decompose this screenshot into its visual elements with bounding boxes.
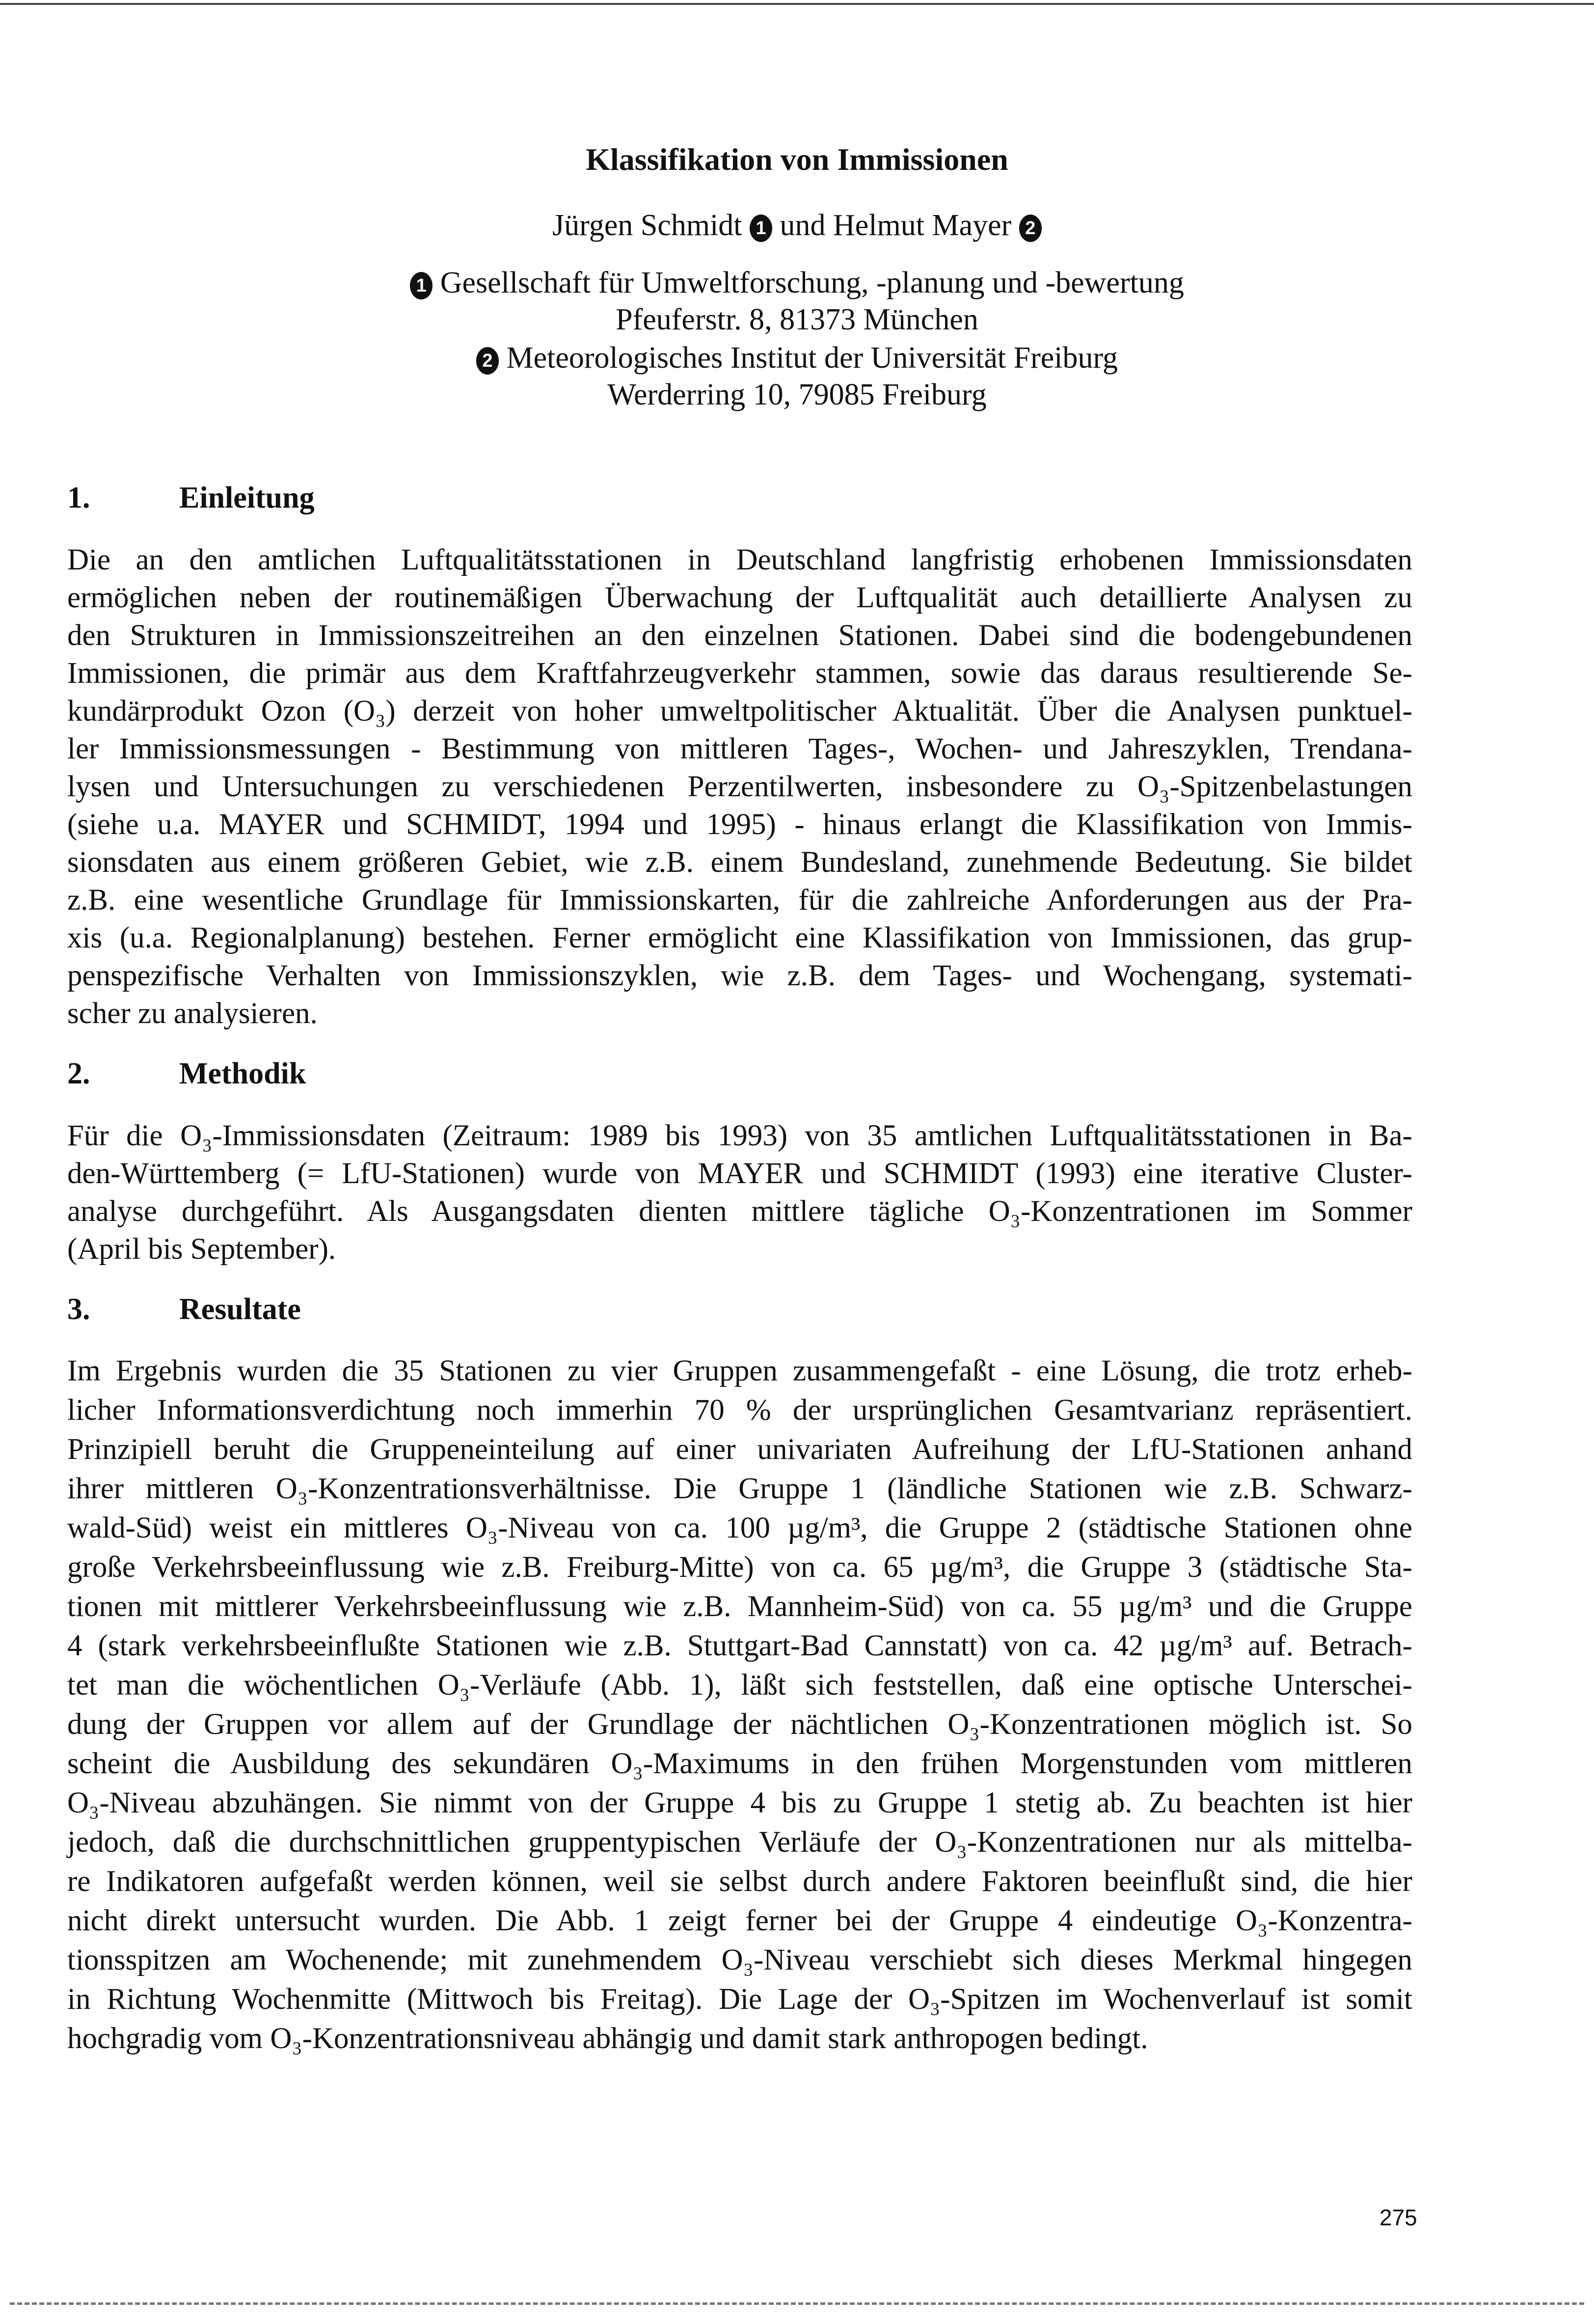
text-line: O₃-Niveau abzuhängen. Sie nimmt von der Gruppe 4 bis zu Gruppe 1 stetig ab. Zu beachten ist hier [67, 1786, 1412, 1819]
text-line: scheint die Ausbildung des sekundären O₃-Maximums in den frühen Morgenstunden vom mittleren [67, 1747, 1412, 1780]
text-line: hochgradig vom O₃-Konzentrationsniveau abhängig und damit stark anthropogen bedingt. [67, 2022, 1148, 2055]
text-line: jedoch, daß die durchschnittlichen gruppentypischen Verläufe der O₃-Konzentrationen nur als mittelba- [67, 1826, 1412, 1859]
affiliation-2-name: Meteorologisches Institut der Universität Freiburg [506, 341, 1118, 375]
marker-1-icon: 1 [410, 272, 432, 299]
authors-line [0, 207, 1594, 244]
text-line: tionsspitzen am Wochenende; mit zunehmendem O₃-Niveau verschiebt sich dieses Merkmal hingegen [67, 1944, 1412, 1976]
affiliation-2-address: Werderring 10, 79085 Freiburg [607, 378, 987, 411]
text-line: kundärprodukt Ozon (O₃) derzeit von hoher umweltpolitischer Aktualität. Über die Analysen punktuel- [67, 695, 1412, 728]
section-title: Einleitung [179, 481, 315, 514]
marker-2-icon: 2 [1019, 215, 1042, 242]
text-line: große Verkehrsbeeinflussung wie z.B. Freiburg-Mitte) von ca. 65 µg/m³, die Gruppe 3 (städtische Sta- [67, 1551, 1412, 1584]
text-line: Immissionen, die primär aus dem Kraftfahrzeugverkehr stammen, sowie das daraus resultierende Se- [67, 657, 1412, 690]
text-line: ihrer mittleren O₃-Konzentrationsverhältnisse. Die Gruppe 1 (ländliche Stationen wie z.B. Schwarz- [67, 1472, 1412, 1505]
affiliation-2 [0, 339, 1594, 377]
text-line: Prinzipiell beruht die Gruppeneinteilung auf einer univariaten Aufreihung der LfU-Stationen anhand [67, 1433, 1412, 1466]
section-heading-2 [67, 1055, 306, 1093]
text-line: tet man die wöchentlichen O₃-Verläufe (Abb. 1), läßt sich feststellen, daß eine optische Unterschei- [67, 1669, 1412, 1702]
author-1: Jürgen Schmidt [552, 209, 742, 242]
text-line: den Strukturen in Immissionszeitreihen an den einzelnen Stationen. Dabei sind die bodengebundenen [67, 619, 1412, 652]
marker-1-icon: 1 [750, 215, 772, 242]
section-number: 3. [67, 1293, 90, 1326]
authors-and: und [780, 209, 826, 242]
text-line: (April bis September). [67, 1233, 336, 1266]
text-line: z.B. eine wesentliche Grundlage für Immissionskarten, für die zahlreiche Anforderungen aus der Pra- [67, 884, 1412, 917]
section-heading-1 [67, 479, 315, 517]
text-line: lysen und Untersuchungen zu verschiedenen Perzentilwerten, insbesondere zu O₃-Spitzenbelastungen [67, 770, 1412, 803]
text-line: scher zu analysieren. [67, 997, 318, 1030]
section-title: Resultate [179, 1293, 301, 1326]
text-line: xis (u.a. Regionalplanung) bestehen. Ferner ermöglicht eine Klassifikation von Immissionen, das grup- [67, 921, 1412, 954]
paragraph-einleitung [67, 541, 1412, 1032]
text-line: Für die O₃-Immissionsdaten (Zeitraum: 1989 bis 1993) von 35 amtlichen Luftqualitätsstationen in Ba- [67, 1119, 1412, 1152]
text-line: 4 (stark verkehrsbeeinflußte Stationen wie z.B. Stuttgart-Bad Cannstatt) von ca. 42 µg/m³ auf. Betrach- [67, 1629, 1412, 1662]
text-line: ler Immissionsmessungen - Bestimmung von mittleren Tages-, Wochen- und Jahreszyklen, Trendana- [67, 732, 1412, 765]
section-number: 2. [67, 1057, 90, 1090]
text-line: sionsdaten aus einem größeren Gebiet, wie z.B. einem Bundesland, zunehmende Bedeutung. Sie bildet [67, 846, 1412, 879]
author-2: Helmut Mayer [833, 209, 1012, 242]
paragraph-methodik [67, 1117, 1412, 1268]
text-line: licher Informationsverdichtung noch immerhin 70 % der ursprünglichen Gesamtvarianz repräsentiert. [67, 1394, 1412, 1427]
section-title: Methodik [179, 1057, 306, 1090]
text-line: wald-Süd) weist ein mittleres O₃-Niveau von ca. 100 µg/m³, die Gruppe 2 (städtische Stationen ohne [67, 1512, 1412, 1544]
top-rule [0, 3, 1594, 5]
section-number: 1. [67, 481, 90, 514]
text-line: dung der Gruppen vor allem auf der Grundlage der nächtlichen O₃-Konzentrationen möglich ist. So [67, 1708, 1412, 1741]
text-line: re Indikatoren aufgefaßt werden können, weil sie selbst durch andere Faktoren beeinflußt sind, die hier [67, 1865, 1412, 1898]
text-line: (siehe u.a. MAYER und SCHMIDT, 1994 und 1995) - hinaus erlangt die Klassifikation von Immis- [67, 808, 1412, 841]
text-line: den-Württemberg (= LfU-Stationen) wurde von MAYER und SCHMIDT (1993) eine iterative Cluster- [67, 1157, 1412, 1190]
affiliation-1-name: Gesellschaft für Umweltforschung, -planung und -bewertung [440, 266, 1184, 299]
bottom-rule [10, 2302, 1584, 2305]
paper-title: Klassifikation von Immissionen [586, 142, 1008, 177]
text-line: Die an den amtlichen Luftqualitätsstationen in Deutschland langfristig erhobenen Immissionsdaten [67, 543, 1412, 576]
text-line: tionen mit mittlerer Verkehrsbeeinflussung wie z.B. Mannheim-Süd) von ca. 55 µg/m³ und die Gruppe [67, 1590, 1412, 1623]
section-heading-3 [67, 1291, 301, 1328]
paragraph-resultate [67, 1351, 1412, 2058]
affiliation-1 [0, 264, 1594, 302]
page-number: 275 [1379, 2205, 1417, 2230]
text-line: nicht direkt untersucht wurden. Die Abb. 1 zeigt ferner bei der Gruppe 4 eindeutige O₃-Konzentra- [67, 1904, 1412, 1937]
text-line: Im Ergebnis wurden die 35 Stationen zu vier Gruppen zusammengefaßt - eine Lösung, die trotz erheb- [67, 1354, 1412, 1387]
text-line: ermöglichen neben der routinemäßigen Überwachung der Luftqualität auch detaillierte Analysen zu [67, 581, 1412, 614]
affiliation-1-address: Pfeuferstr. 8, 81373 München [616, 303, 978, 336]
text-line: penspezifische Verhalten von Immissionszyklen, wie z.B. dem Tages- und Wochengang, systemati- [67, 959, 1412, 992]
text-line: in Richtung Wochenmitte (Mittwoch bis Freitag). Die Lage der O₃-Spitzen im Wochenverlauf ist somit [67, 1983, 1412, 2016]
text-line: analyse durchgeführt. Als Ausgangsdaten dienten mittlere tägliche O₃-Konzentrationen im Sommer [67, 1195, 1412, 1228]
marker-2-icon: 2 [476, 347, 499, 375]
